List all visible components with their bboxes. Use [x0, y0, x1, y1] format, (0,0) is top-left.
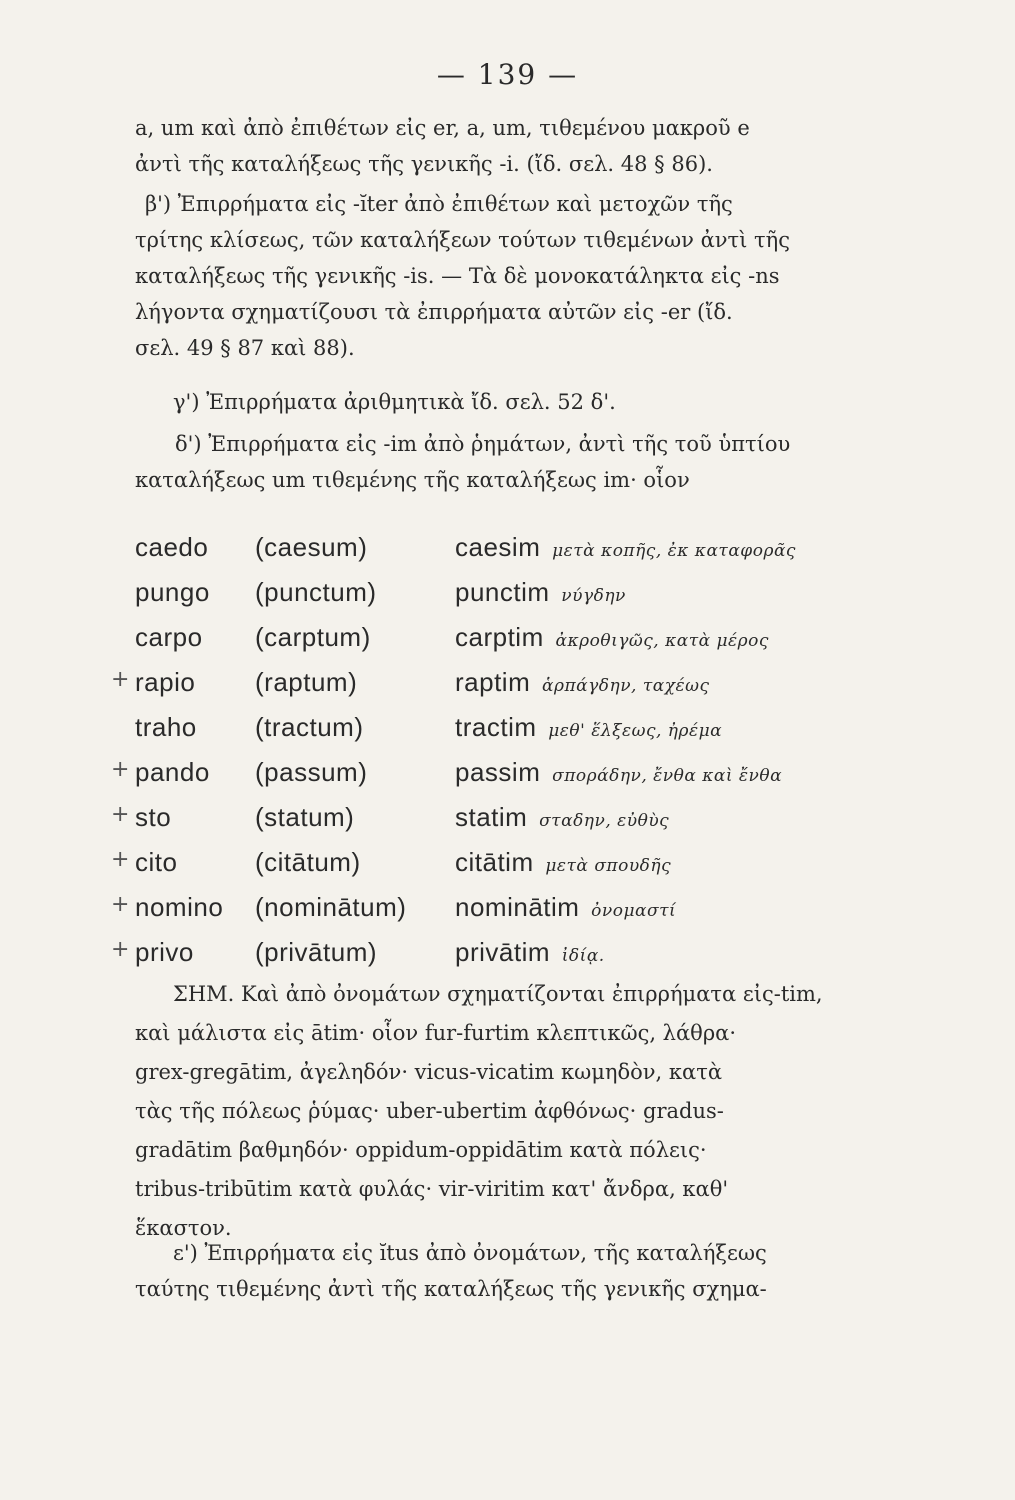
gamma-line: γ') Ἐπιρρήματα ἀριθμητικὰ ἴδ. σελ. 52 δ'.: [173, 390, 616, 414]
supine: (carptum): [255, 622, 371, 652]
adverb: statim: [455, 802, 528, 832]
table-row: [135, 705, 895, 750]
adverb: tractim: [455, 712, 537, 742]
margin-mark: +: [111, 667, 130, 692]
beta-line-3: καταλήξεως τῆς γενικῆς -is. — Τὰ δὲ μονοκατάληκτα εἰς -ns: [135, 264, 780, 288]
adverb: carptim: [455, 622, 544, 652]
epsilon-line-1: ε') Ἐπιρρήματα εἰς ĭtus ἀπὸ ὀνομάτων, τῆς καταλήξεως: [173, 1241, 767, 1265]
supine: (citātum): [255, 847, 361, 877]
meaning: σποράδην, ἔνθα καὶ ἔνθα: [552, 766, 783, 786]
note-line-1: ΣΗΜ. Καὶ ἀπὸ ὀνομάτων σχηματίζονται ἐπιρρήματα εἰς-tim,: [173, 982, 823, 1006]
meaning: σταδην, εὐθὺς: [539, 811, 670, 831]
verb: sto: [135, 802, 172, 832]
verb: privo: [135, 937, 194, 967]
supine: (statum): [255, 802, 355, 832]
margin-mark: +: [111, 802, 130, 827]
meaning: ὀνομαστί: [591, 901, 677, 921]
table-row: [135, 885, 895, 930]
table-row: [135, 750, 895, 795]
meaning: μεθ' ἕλξεως, ἠρέμα: [548, 721, 723, 741]
page-number: — 139 —: [436, 58, 579, 91]
intro-line-1: a, um καὶ ἀπὸ ἐπιθέτων εἰς er, a, um, τιθεμένου μακροῦ e: [135, 116, 750, 140]
meaning: ἁρπάγδην, ταχέως: [541, 676, 710, 696]
note-line-2: καὶ μάλιστα εἰς ātim· οἷον fur-furtim κλεπτικῶς, λάθρα·: [135, 1021, 737, 1045]
meaning: νύγδην: [561, 586, 626, 606]
verb: pando: [135, 757, 210, 787]
meaning: μετὰ κοπῆς, ἐκ καταφορᾶς: [552, 541, 796, 561]
table-row: [135, 615, 895, 660]
intro-paragraph: [135, 110, 915, 182]
supine: (passum): [255, 757, 368, 787]
supine: (privātum): [255, 937, 378, 967]
verb: traho: [135, 712, 197, 742]
verb: cito: [135, 847, 178, 877]
margin-mark: +: [111, 937, 130, 962]
epsilon-line-2: ταύτης τιθεμένης ἀντὶ τῆς καταλήξεως τῆς γενικῆς σχημα-: [135, 1277, 767, 1301]
beta-line-2: τρίτης κλίσεως, τῶν καταλήξεων τούτων τιθεμένων ἀντὶ τῆς: [135, 228, 791, 252]
adverb: passim: [455, 757, 541, 787]
supine: (tractum): [255, 712, 364, 742]
note-paragraph: [135, 975, 935, 1248]
verb: rapio: [135, 667, 196, 697]
beta-line-4: λήγοντα σχηματίζουσι τὰ ἐπιρρήματα αὐτῶν εἰς -er (ἴδ.: [135, 300, 733, 324]
table-row: [135, 570, 895, 615]
adverb: citātim: [455, 847, 534, 877]
meaning: ἀκροθιγῶς, κατὰ μέρος: [555, 631, 769, 651]
beta-line-1: β') Ἐπιρρήματα εἰς -ĭter ἀπὸ ἐπιθέτων καὶ μετοχῶν τῆς: [145, 192, 733, 216]
table-row: [135, 795, 895, 840]
table-row: [135, 840, 895, 885]
adverb: caesim: [455, 532, 541, 562]
margin-mark: +: [111, 757, 130, 782]
supine: (caesum): [255, 532, 368, 562]
beta-line-5: σελ. 49 § 87 καὶ 88).: [135, 336, 355, 360]
supine: (punctum): [255, 577, 377, 607]
adverb: punctim: [455, 577, 550, 607]
note-line-7: ἕκαστον.: [135, 1216, 232, 1240]
note-line-3: grex-gregātim, ἀγεληδόν· vicus-vicatim κωμηδὸν, κατὰ: [135, 1060, 723, 1084]
table-row: [135, 660, 895, 705]
adverb-table: [111, 525, 895, 975]
section-gamma: [135, 384, 915, 420]
section-beta: [135, 186, 915, 366]
section-epsilon: [135, 1235, 935, 1307]
margin-mark: +: [111, 847, 130, 872]
verb: carpo: [135, 622, 203, 652]
adverb: privātim: [455, 937, 551, 967]
adverb: raptim: [455, 667, 531, 697]
margin-mark: +: [111, 892, 130, 917]
supine: (nominātum): [255, 892, 407, 922]
adverb: nominātim: [455, 892, 580, 922]
supine: (raptum): [255, 667, 358, 697]
meaning: μετὰ σπουδῆς: [545, 856, 672, 876]
note-line-5: gradātim βαθμηδόν· oppidum-oppidātim κατὰ πόλεις·: [135, 1138, 707, 1162]
delta-line-2: καταλήξεως um τιθεμένης τῆς καταλήξεως im· οἷον: [135, 468, 690, 492]
verb: caedo: [135, 532, 209, 562]
meaning: ἰδίᾳ.: [561, 946, 605, 966]
table-row: [135, 930, 895, 975]
note-line-6: tribus-tribūtim κατὰ φυλάς· vir-viritim κατ' ἄνδρα, καθ': [135, 1177, 729, 1201]
note-line-4: τὰς τῆς πόλεως ῥύμας· uber-ubertim ἀφθόνως· gradus-: [135, 1099, 724, 1123]
section-delta: [135, 426, 915, 498]
verb: nomino: [135, 892, 224, 922]
table-row: [135, 525, 895, 570]
verb: pungo: [135, 577, 210, 607]
intro-line-2: ἀντὶ τῆς καταλήξεως τῆς γενικῆς -i. (ἴδ. σελ. 48 § 86).: [135, 152, 713, 176]
delta-line-1: δ') Ἐπιρρήματα εἰς -im ἀπὸ ῥημάτων, ἀντὶ τῆς τοῦ ὑπτίου: [175, 432, 791, 456]
